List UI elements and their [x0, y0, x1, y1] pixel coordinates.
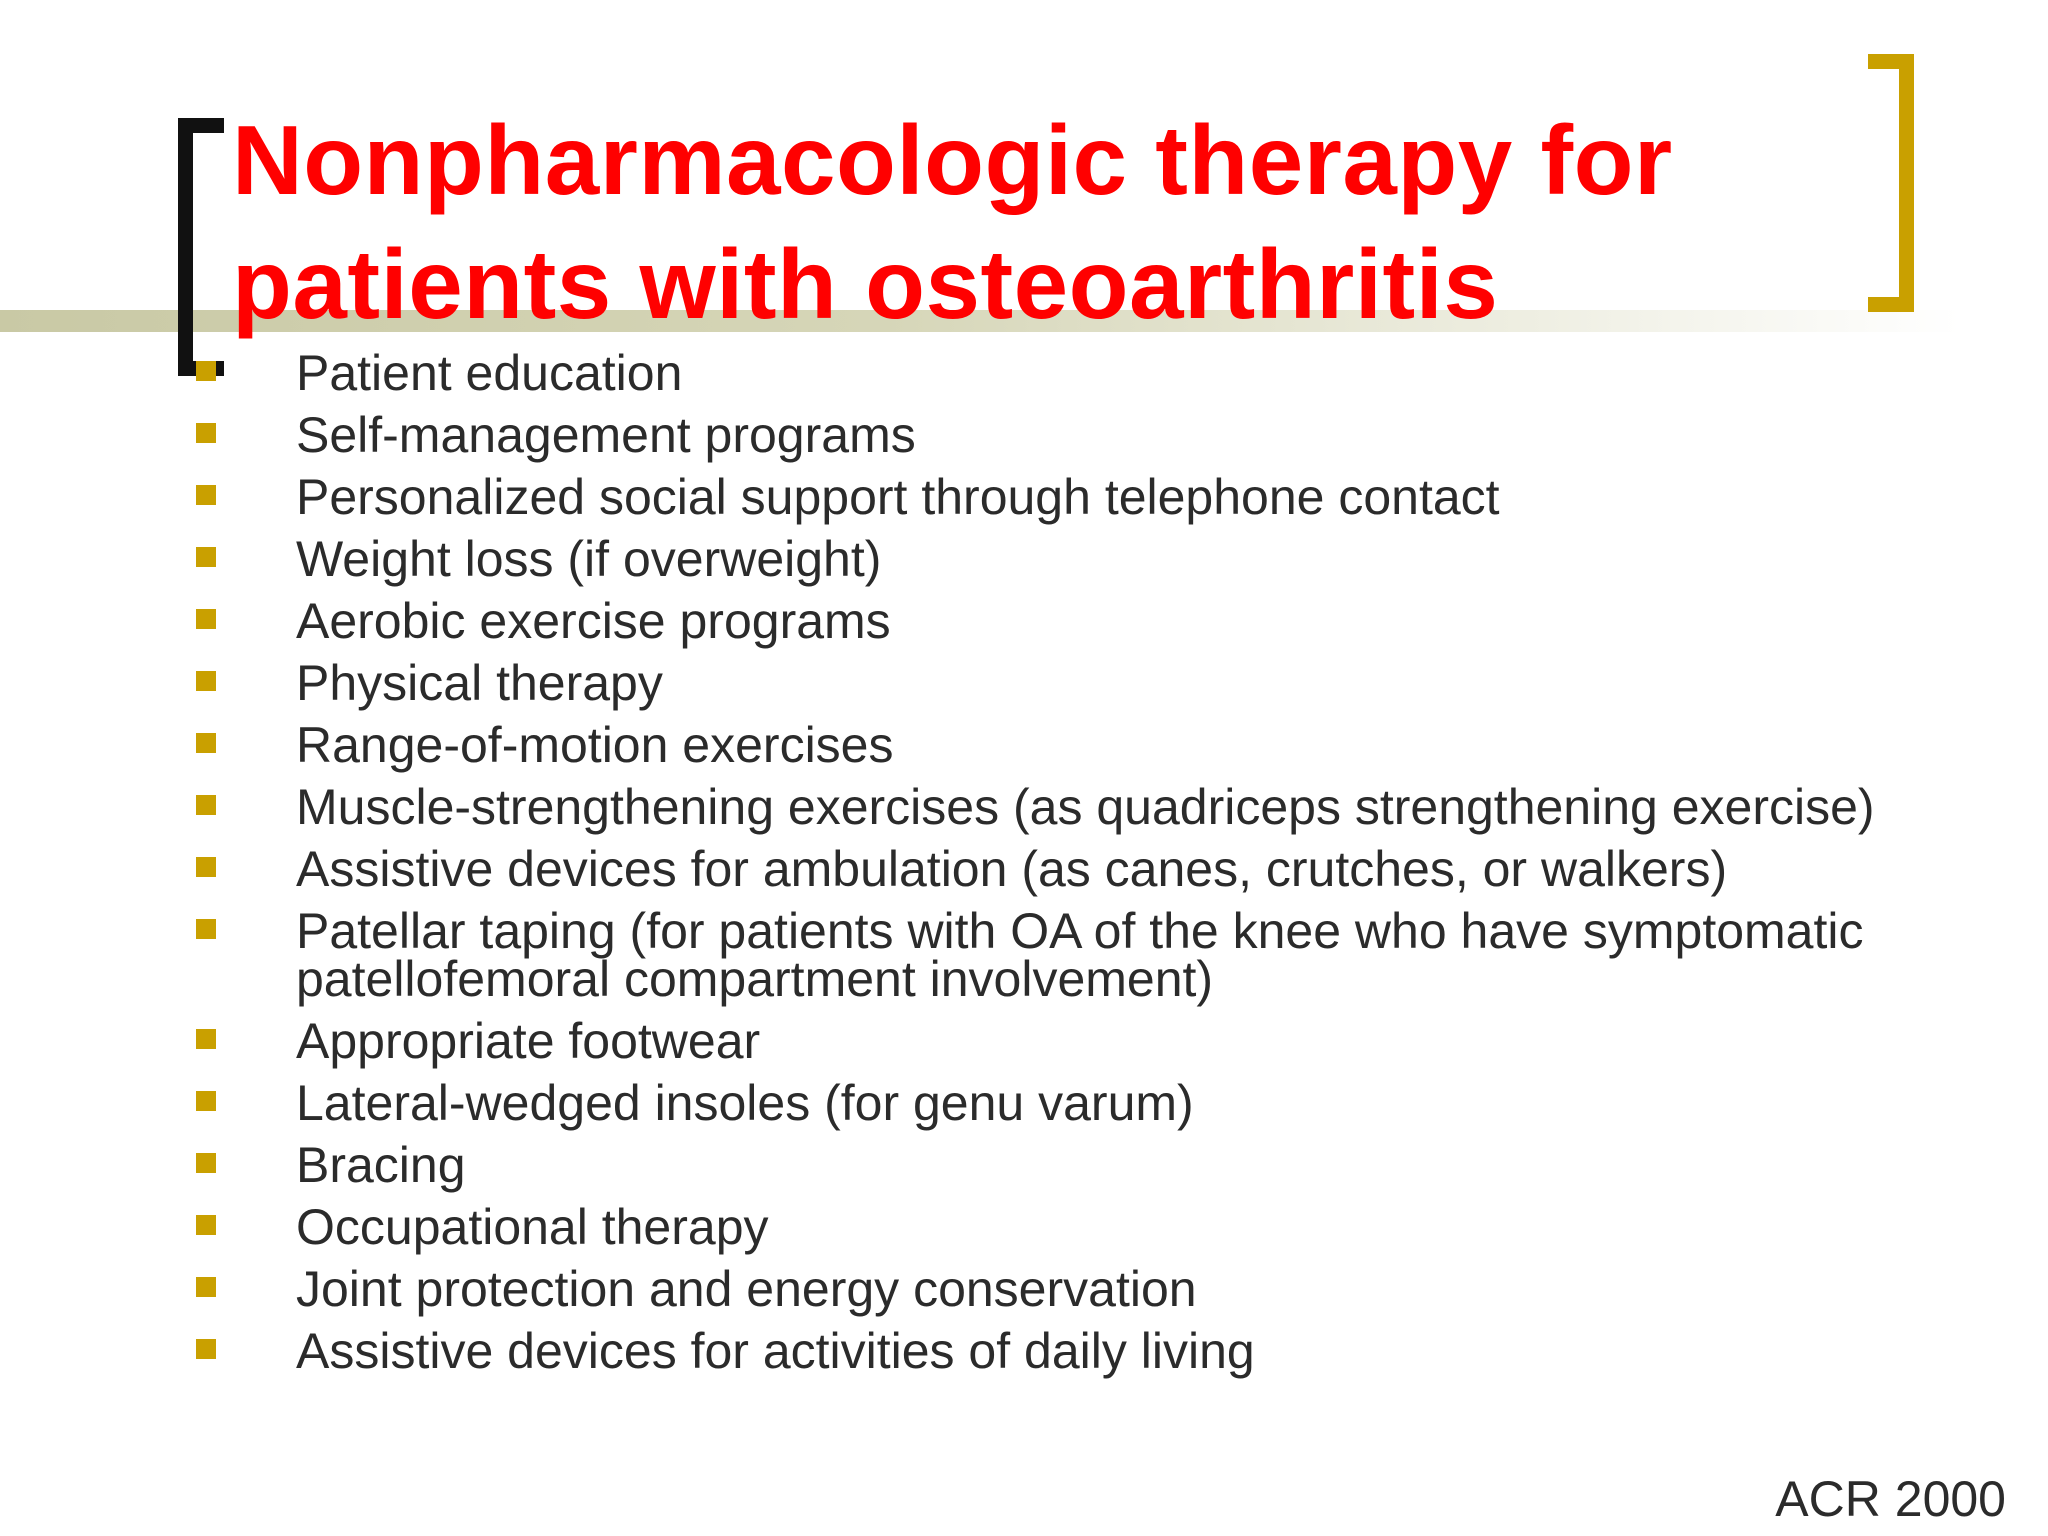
bullet-item	[196, 903, 1996, 1007]
bullet-item	[196, 1323, 1996, 1379]
square-bullet-icon	[196, 1277, 216, 1297]
bullet-item	[196, 717, 1996, 773]
bullet-text: Aerobic exercise programs	[296, 593, 891, 649]
bullet-text: Patellar taping (for patients with OA of the knee who have symptomatic patellofemoral compartment involvement)	[296, 903, 1864, 1007]
square-bullet-icon	[196, 671, 216, 691]
bullet-item	[196, 593, 1996, 649]
bullet-text: Assistive devices for ambulation (as canes, crutches, or walkers)	[296, 841, 1728, 897]
bullet-text: Personalized social support through telephone contact	[296, 469, 1500, 525]
bullet-item	[196, 1261, 1996, 1317]
bullet-item	[196, 655, 1996, 711]
bullet-item	[196, 469, 1996, 525]
bullet-text: Range-of-motion exercises	[296, 717, 894, 773]
square-bullet-icon	[196, 547, 216, 567]
square-bullet-icon	[196, 919, 216, 939]
bullet-item	[196, 841, 1996, 897]
right-bracket-decoration	[1868, 54, 1914, 312]
square-bullet-icon	[196, 1339, 216, 1359]
square-bullet-icon	[196, 1215, 216, 1235]
bullet-text: Assistive devices for activities of daily living	[296, 1323, 1255, 1379]
square-bullet-icon	[196, 857, 216, 877]
square-bullet-icon	[196, 361, 216, 381]
bullet-item	[196, 779, 1996, 835]
bullet-text: Appropriate footwear	[296, 1013, 761, 1069]
bullet-item	[196, 531, 1996, 587]
bullet-item	[196, 1075, 1996, 1131]
square-bullet-icon	[196, 1091, 216, 1111]
square-bullet-icon	[196, 795, 216, 815]
square-bullet-icon	[196, 423, 216, 443]
bullet-text: Joint protection and energy conservation	[296, 1261, 1197, 1317]
slide-title: Nonpharmacologic therapy for patients with osteoarthritis	[232, 105, 1673, 339]
square-bullet-icon	[196, 733, 216, 753]
bullet-item	[196, 1013, 1996, 1069]
bullet-text: Patient education	[296, 345, 683, 401]
bullet-text: Self-management programs	[296, 407, 916, 463]
bullet-item	[196, 1137, 1996, 1193]
bullet-item	[196, 345, 1996, 401]
left-bracket-decoration	[178, 118, 224, 376]
bullet-text: Physical therapy	[296, 655, 663, 711]
square-bullet-icon	[196, 485, 216, 505]
citation: ACR 2000	[1775, 1471, 2006, 1527]
bullet-item	[196, 1199, 1996, 1255]
bullet-text: Bracing	[296, 1137, 466, 1193]
square-bullet-icon	[196, 1153, 216, 1173]
bullet-item	[196, 407, 1996, 463]
bullet-list	[196, 345, 1996, 1389]
bullet-text: Lateral-wedged insoles (for genu varum)	[296, 1075, 1194, 1131]
square-bullet-icon	[196, 1029, 216, 1049]
bullet-text: Weight loss (if overweight)	[296, 531, 882, 587]
bullet-text: Occupational therapy	[296, 1199, 769, 1255]
square-bullet-icon	[196, 609, 216, 629]
bullet-text: Muscle-strengthening exercises (as quadriceps strengthening exercise)	[296, 779, 1875, 835]
